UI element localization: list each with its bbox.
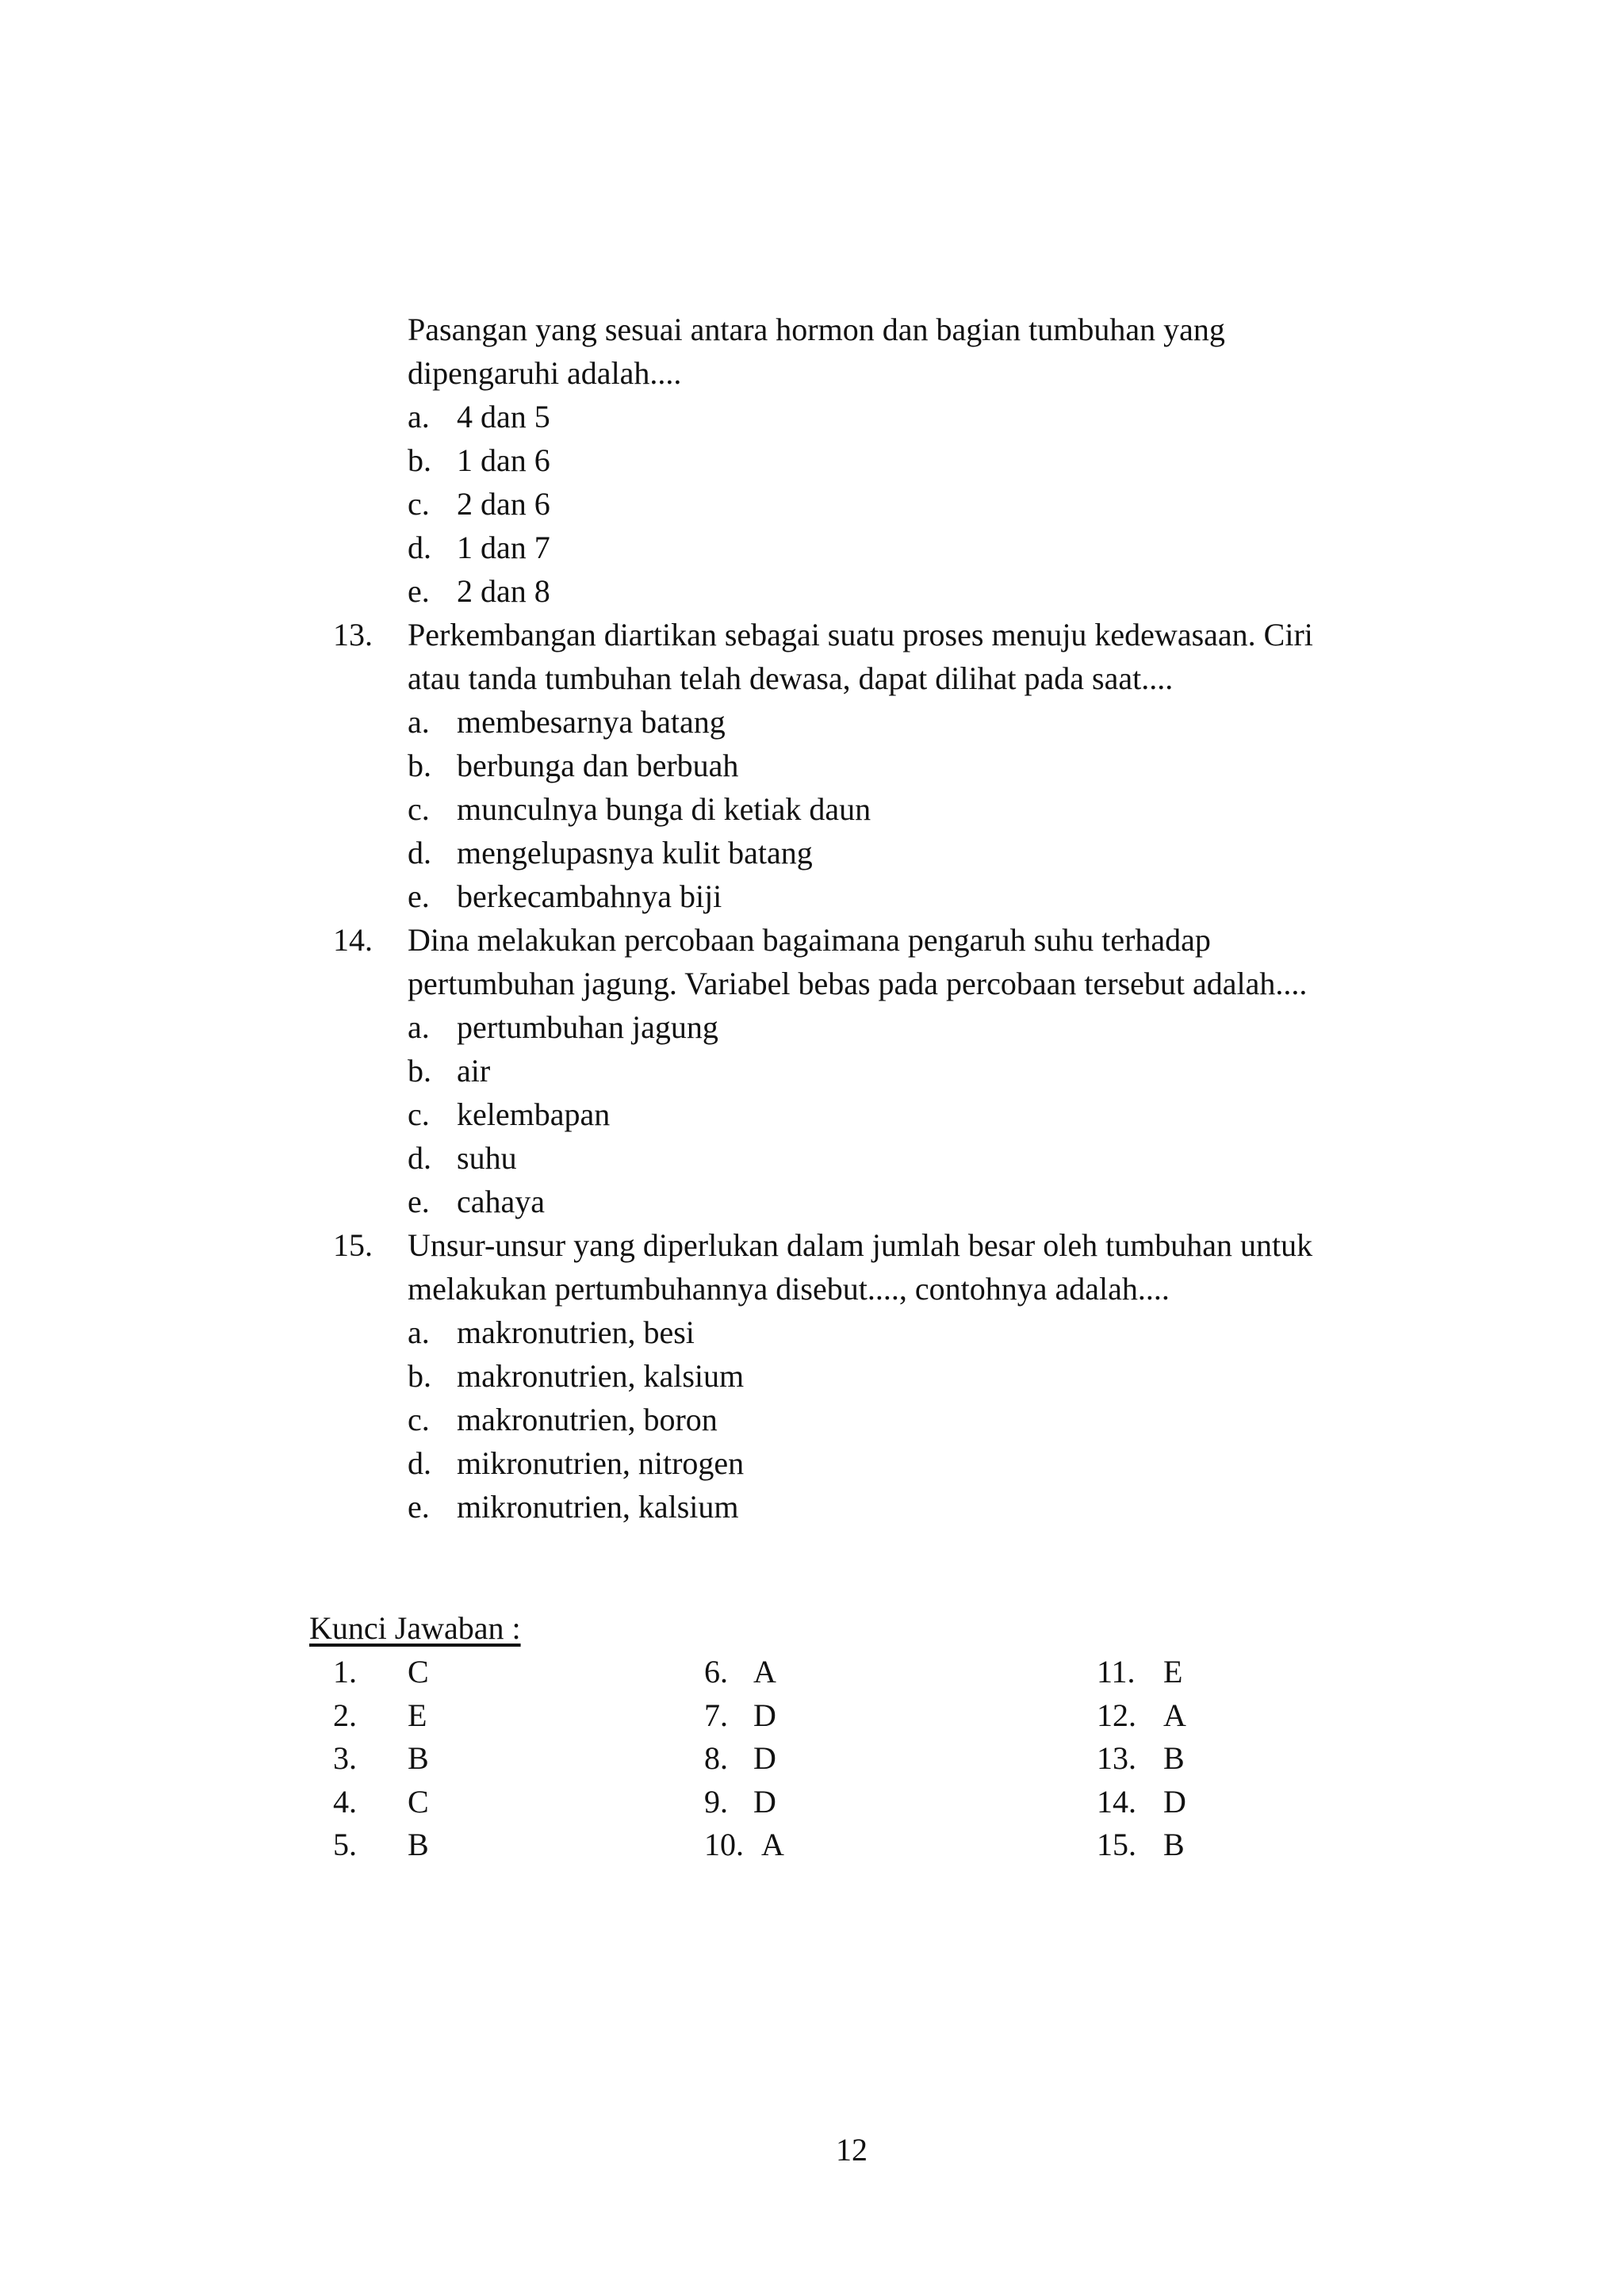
q12-option-d-text: 1 dan 7 [457, 530, 550, 565]
answer-key-number: 15. [1097, 1827, 1136, 1862]
answer-key-answer: B [1163, 1740, 1185, 1776]
q12-option-a-text: 4 dan 5 [457, 399, 550, 434]
answer-key-answer: E [408, 1697, 427, 1733]
q14-option-b-letter: b. [408, 1053, 431, 1089]
q12-option-b-letter: b. [408, 442, 431, 478]
answer-key-title: Kunci Jawaban : [309, 1610, 521, 1646]
q13-option-e-text: berkecambahnya biji [457, 878, 722, 914]
answer-key-number: 7. [704, 1697, 728, 1733]
q15-number: 15. [333, 1227, 373, 1263]
answer-key-number: 8. [704, 1740, 728, 1776]
q12-option-e-letter: e. [408, 573, 430, 609]
answer-key-number: 4. [333, 1783, 357, 1820]
q15-option-e-text: mikronutrien, kalsium [457, 1489, 739, 1525]
q14-number: 14. [333, 922, 373, 958]
q15-stem-line-2: melakukan pertumbuhannya disebut...., contohnya adalah.... [408, 1271, 1170, 1307]
q15-option-b-letter: b. [408, 1358, 431, 1394]
q12-option-c-text: 2 dan 6 [457, 486, 550, 522]
q14-option-e-letter: e. [408, 1184, 430, 1219]
answer-key-number: 10. [704, 1827, 744, 1862]
q13-option-b-text: berbunga dan berbuah [457, 748, 739, 783]
answer-key-number: 2. [333, 1697, 357, 1733]
answer-key-answer: B [408, 1740, 429, 1776]
q14-option-b-text: air [457, 1053, 491, 1089]
answer-key-number: 5. [333, 1827, 357, 1862]
answer-key-answer: A [761, 1827, 784, 1862]
answer-key-answer: C [408, 1654, 429, 1689]
q15-option-b-text: makronutrien, kalsium [457, 1358, 745, 1394]
answer-key-answer: E [1163, 1654, 1183, 1689]
q13-option-a-text: membesarnya batang [457, 704, 726, 740]
q13-option-b-letter: b. [408, 748, 431, 783]
q13-option-c-letter: c. [408, 791, 430, 827]
answer-key-number: 3. [333, 1740, 357, 1776]
answer-key-number: 13. [1097, 1740, 1136, 1776]
q12-option-a-letter: a. [408, 399, 430, 434]
answer-key-answer: D [753, 1697, 776, 1733]
q14-option-a-letter: a. [408, 1009, 430, 1045]
q15-option-a-text: makronutrien, besi [457, 1314, 695, 1350]
answer-key-answer: D [1163, 1783, 1186, 1820]
answer-key-answer: D [753, 1783, 776, 1820]
q15-option-a-letter: a. [408, 1314, 430, 1350]
q12-stem-line-2: dipengaruhi adalah.... [408, 355, 682, 391]
q12-option-c-letter: c. [408, 486, 430, 522]
answer-key-number: 14. [1097, 1783, 1136, 1820]
q12-option-d-letter: d. [408, 530, 431, 565]
q13-option-c-text: munculnya bunga di ketiak daun [457, 791, 871, 827]
q15-option-d-text: mikronutrien, nitrogen [457, 1445, 745, 1481]
q12-option-b-text: 1 dan 6 [457, 442, 550, 478]
q13-option-e-letter: e. [408, 878, 430, 914]
q12-option-e-text: 2 dan 8 [457, 573, 550, 609]
q13-stem-line-1: Perkembangan diartikan sebagai suatu proses menuju kedewasaan. Ciri [408, 617, 1313, 652]
q13-stem-line-2: atau tanda tumbuhan telah dewasa, dapat dilihat pada saat.... [408, 660, 1174, 696]
answer-key-number: 11. [1097, 1654, 1136, 1689]
answer-key-number: 1. [333, 1654, 357, 1689]
answer-key-answer: A [1163, 1697, 1186, 1733]
q14-option-d-text: suhu [457, 1140, 517, 1176]
answer-key-answer: D [753, 1740, 776, 1776]
q15-stem-line-1: Unsur-unsur yang diperlukan dalam jumlah besar oleh tumbuhan untuk [408, 1227, 1313, 1263]
q14-option-c-letter: c. [408, 1096, 430, 1132]
q13-option-a-letter: a. [408, 704, 430, 740]
page-number: 12 [836, 2132, 868, 2168]
answer-key-answer: C [408, 1783, 429, 1820]
answer-key-number: 12. [1097, 1697, 1136, 1733]
answer-key-answer: A [753, 1654, 776, 1689]
q15-option-c-letter: c. [408, 1402, 430, 1437]
answer-key-number: 9. [704, 1783, 728, 1820]
answer-key-answer: B [1163, 1827, 1185, 1862]
q13-option-d-text: mengelupasnya kulit batang [457, 835, 813, 871]
q13-number: 13. [333, 617, 373, 652]
q14-option-c-text: kelembapan [457, 1096, 611, 1132]
q12-stem-line-1: Pasangan yang sesuai antara hormon dan bagian tumbuhan yang [408, 312, 1225, 347]
q14-stem-line-2: pertumbuhan jagung. Variabel bebas pada percobaan tersebut adalah.... [408, 966, 1308, 1001]
answer-key-number: 6. [704, 1654, 728, 1689]
q15-option-e-letter: e. [408, 1489, 430, 1525]
q14-option-e-text: cahaya [457, 1184, 546, 1219]
q14-option-d-letter: d. [408, 1140, 431, 1176]
q14-stem-line-1: Dina melakukan percobaan bagaimana pengaruh suhu terhadap [408, 922, 1211, 958]
q13-option-d-letter: d. [408, 835, 431, 871]
answer-key-answer: B [408, 1827, 429, 1862]
q14-option-a-text: pertumbuhan jagung [457, 1009, 718, 1045]
q15-option-c-text: makronutrien, boron [457, 1402, 718, 1437]
q15-option-d-letter: d. [408, 1445, 431, 1481]
